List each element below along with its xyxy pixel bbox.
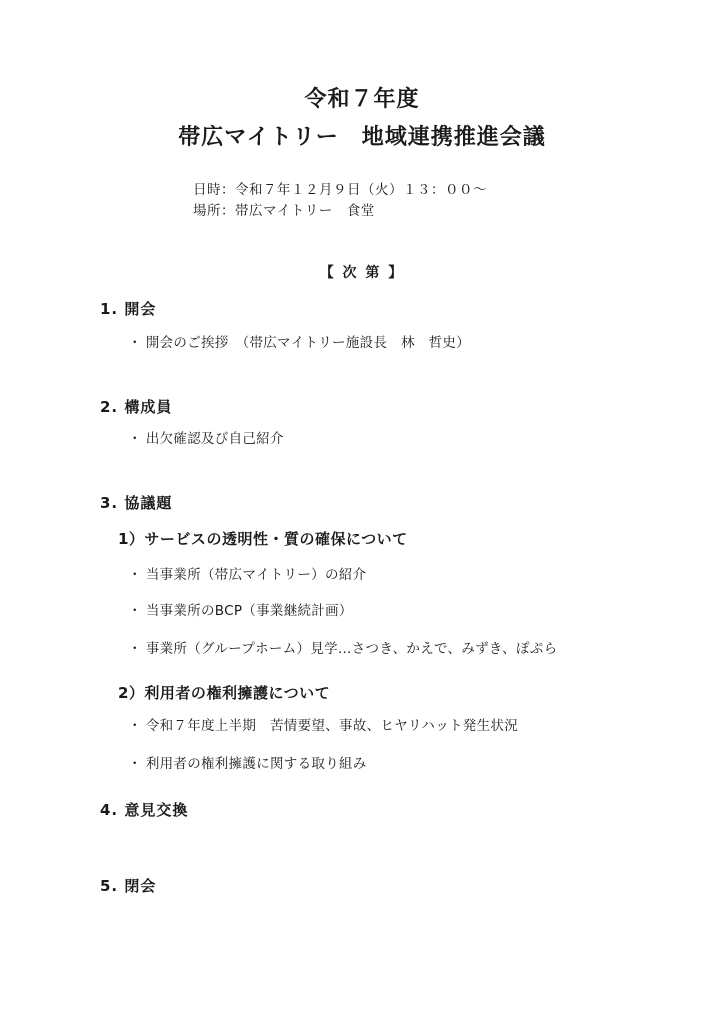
list-item-text: 利用者の権利擁護に関する取り組み [145, 756, 367, 772]
bullet-mark: ・ [128, 431, 142, 447]
list-item [128, 331, 470, 351]
list-item-text: 開会のご挨拶 （帯広マイトリー施設長 林 哲史） [145, 335, 470, 351]
section-title-members: 2. 構成員 [100, 398, 173, 416]
subsection-title-rights-advocacy: 2）利用者の権利擁護について [118, 684, 331, 702]
list-item-text: 令和７年度上半期 苦情要望、事故、ヒヤリハット発生状況 [145, 718, 519, 734]
section-title-closing: 5. 閉会 [100, 877, 157, 895]
list-item [128, 637, 557, 657]
document-main-title: 帯広マイトリー 地域連携推進会議 [178, 125, 546, 150]
list-item-text: 出欠確認及び自己紹介 [145, 431, 284, 447]
list-item [128, 563, 366, 583]
list-item [128, 714, 518, 734]
list-item-text: 事業所（グループホーム）見学…さつき、かえで、みずき、ぽぷら [145, 641, 558, 657]
list-item [128, 752, 367, 772]
section-title-opinion-exchange: 4. 意見交換 [100, 801, 189, 819]
list-item [128, 599, 353, 619]
bullet-mark: ・ [128, 641, 142, 657]
bullet-mark: ・ [128, 335, 142, 351]
list-item-text: 当事業所（帯広マイトリー）の紹介 [145, 567, 367, 583]
bullet-mark: ・ [128, 603, 142, 619]
subsection-title-service-quality: 1）サービスの透明性・質の確保について [118, 530, 408, 548]
document-year-title: 令和７年度 [304, 87, 420, 112]
agenda-heading: 【 次 第 】 [319, 265, 405, 281]
list-item-text: 当事業所のBCP（事業継続計画） [145, 603, 353, 619]
bullet-mark: ・ [128, 718, 142, 734]
meeting-place: 場所：帯広マイトリー 食堂 [193, 203, 375, 219]
list-item [128, 427, 284, 447]
bullet-mark: ・ [128, 567, 142, 583]
meeting-date: 日時：令和７年１２月９日（火）１３：００～ [193, 182, 487, 198]
section-title-opening: 1. 開会 [100, 300, 157, 318]
bullet-mark: ・ [128, 756, 142, 772]
section-title-agenda-topics: 3. 協議題 [100, 494, 173, 512]
